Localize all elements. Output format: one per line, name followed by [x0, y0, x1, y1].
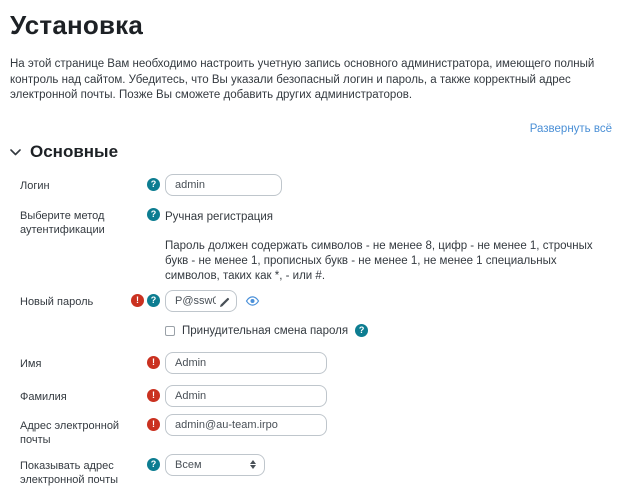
email-display-selected-value: Всем — [175, 458, 202, 471]
help-icon[interactable]: ? — [147, 458, 160, 471]
help-icon[interactable]: ? — [355, 324, 368, 337]
required-icon: ! — [147, 356, 160, 369]
unmask-password-eye-icon[interactable] — [245, 295, 260, 307]
password-field-wrap — [165, 290, 237, 312]
row-email — [20, 414, 612, 447]
lastname-input[interactable] — [165, 385, 327, 407]
row-firstname — [20, 352, 612, 374]
email-display-select[interactable] — [165, 454, 265, 476]
firstname-input[interactable] — [165, 352, 327, 374]
auth-method-value: Ручная регистрация — [165, 211, 274, 223]
new-password-label: Новый пароль — [20, 295, 94, 308]
username-label: Логин — [20, 179, 50, 192]
row-email-display — [20, 454, 612, 487]
required-icon: ! — [147, 389, 160, 402]
email-display-label: Показывать адрес электронной почты — [20, 459, 119, 486]
admin-account-form — [10, 174, 612, 487]
intro-text: На этой странице Вам необходимо настроить учетную запись основного администратора, имеющего полный контроль над сайтом. Убедитесь, что Вы указали безопасный логин и пароль, а также корректный адрес электронной почты. Позже Вы сможете добавить других администраторов. — [10, 58, 595, 101]
help-icon[interactable]: ? — [147, 294, 160, 307]
row-lastname — [20, 385, 612, 407]
force-password-change-checkbox[interactable] — [165, 326, 175, 336]
force-password-change-label: Принудительная смена пароля — [182, 324, 349, 337]
page-title: Установка — [10, 10, 144, 40]
section-header-general[interactable] — [10, 142, 612, 162]
chevron-down-icon — [10, 149, 21, 156]
row-force-password-change — [20, 320, 612, 342]
email-label: Адрес электронной почты — [20, 419, 120, 446]
help-icon[interactable]: ? — [147, 208, 160, 221]
row-new-password — [20, 290, 612, 312]
new-password-input[interactable] — [165, 290, 237, 312]
expand-all-link[interactable]: Развернуть всё — [529, 122, 612, 135]
row-auth-method — [20, 204, 612, 237]
expand-all-row — [10, 123, 612, 135]
required-icon: ! — [131, 294, 144, 307]
row-password-hint — [20, 237, 612, 290]
lastname-label: Фамилия — [20, 390, 67, 403]
email-input[interactable] — [165, 414, 327, 436]
row-username — [20, 174, 612, 196]
required-icon: ! — [147, 418, 160, 431]
select-arrows-icon — [250, 460, 256, 469]
section-title: Основные — [30, 141, 119, 161]
firstname-label: Имя — [20, 357, 42, 370]
auth-method-label: Выберите метод аутентификации — [20, 209, 105, 236]
username-input[interactable] — [165, 174, 282, 196]
help-icon[interactable]: ? — [147, 178, 160, 191]
password-policy-text: Пароль должен содержать символов - не менее 8, цифр - не менее 1, строчных букв - не менее 1, прописных букв - не менее 1, не менее 1 специальных символов, таких как *, - или #. — [165, 239, 593, 282]
